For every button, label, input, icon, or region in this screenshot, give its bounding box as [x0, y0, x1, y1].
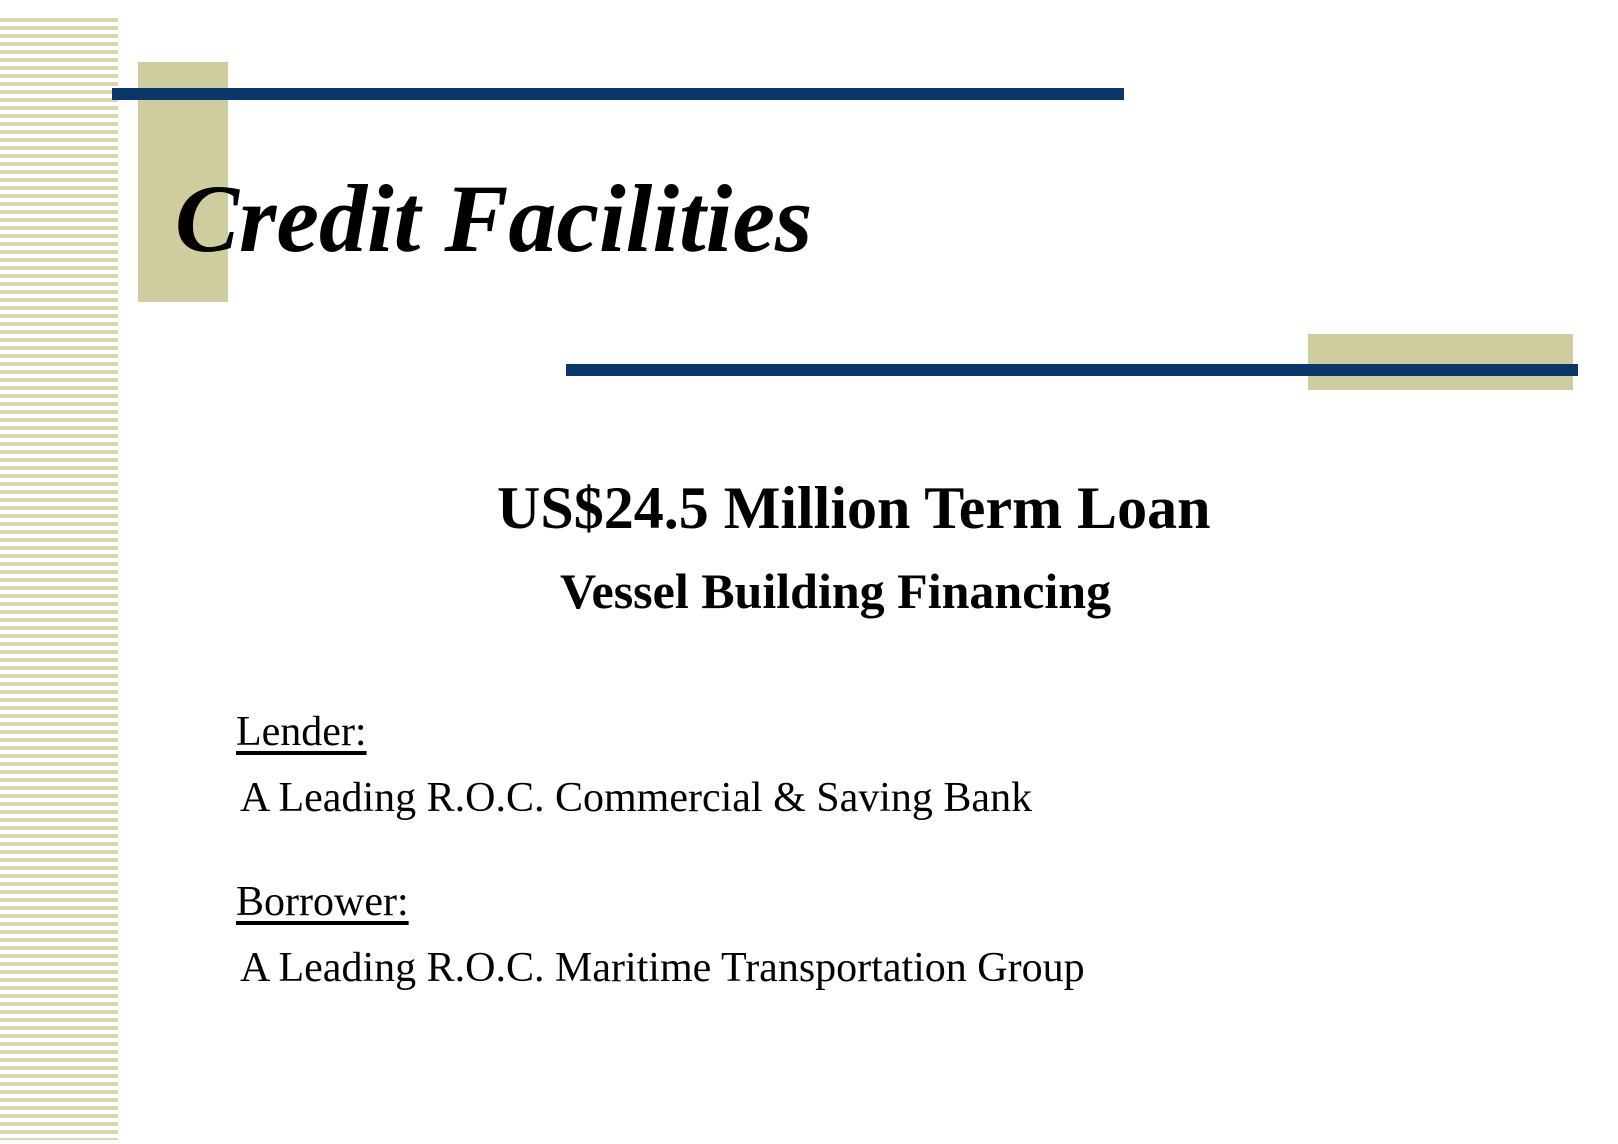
- lender-value: A Leading R.O.C. Commercial & Saving Bank: [240, 775, 1033, 821]
- lender-label: Lender:: [236, 709, 367, 755]
- facility-heading: US$24.5 Million Term Loan: [497, 475, 1211, 541]
- slide-title: Credit Facilities: [175, 165, 813, 272]
- middle-rule: [566, 364, 1578, 376]
- top-rule: [112, 88, 1124, 100]
- borrower-value: A Leading R.O.C. Maritime Transportation Group: [240, 945, 1085, 991]
- borrower-label: Borrower:: [236, 879, 409, 925]
- decorative-stripes: [0, 18, 118, 1140]
- accent-block-right: [1308, 334, 1573, 390]
- purpose-subheading: Vessel Building Financing: [560, 563, 1112, 619]
